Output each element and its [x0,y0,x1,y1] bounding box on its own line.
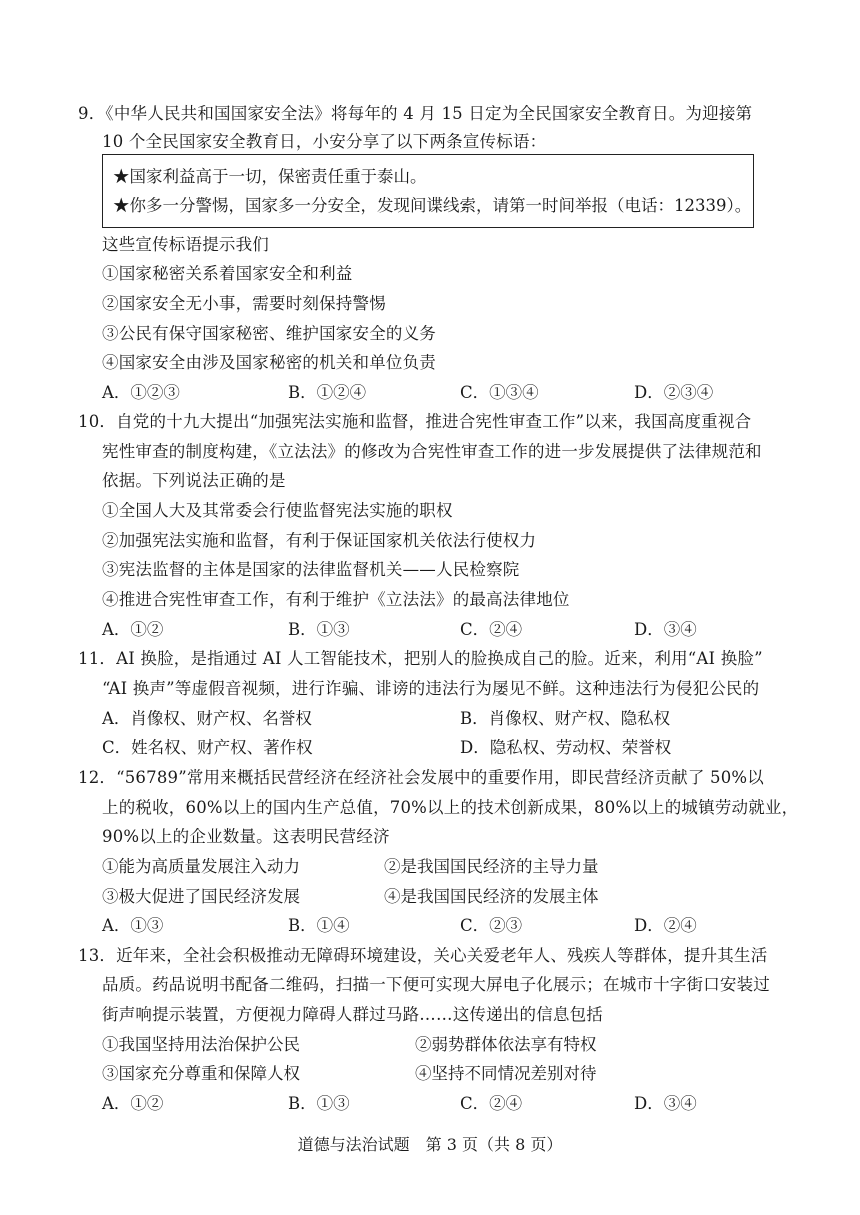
q11-option-a: A．肖像权、财产权、名誉权 [102,709,312,728]
q11-stem-line-1: 11．AI 换脸，是指通过 AI 人工智能技术，把别人的脸换成自己的脸。近来，利用“AI 换脸” [78,649,763,668]
q13-option-d: D．③④ [634,1094,697,1113]
q9-stem-line-2: 10 个全民国家安全教育日，小安分享了以下两条宣传标语： [102,132,547,151]
q12-stem-line-1: 12．“56789”常用来概括民营经济在经济社会发展中的重要作用，即民营经济贡献了 50%以 [78,768,764,787]
q10-option-c: C．②④ [460,620,523,639]
q13-statement-3: ③国家充分尊重和保障人权 [102,1064,300,1083]
q12-statement-1: ①能为高质量发展注入动力 [102,857,300,876]
q9-option-b: B．①②④ [288,383,367,402]
q11-option-c: C．姓名权、财产权、著作权 [102,738,313,757]
q10-stem-line-1: 10．自党的十九大提出“加强宪法实施和监督，推进合宪性审查工作”以来，我国高度重视合 [78,412,752,431]
q13-statement-4: ④坚持不同情况差别对待 [415,1064,597,1083]
q12-option-a: A．①③ [102,916,164,935]
q9-stem-line-1: 9．《中华人民共和国国家安全法》将每年的 4 月 15 日定为全民国家安全教育日。为迎接第 [78,104,753,123]
q12-stem-line-3: 90%以上的企业数量。这表明民营经济 [102,827,390,846]
q9-option-c: C．①③④ [460,383,539,402]
q9-statement-3: ③公民有保守国家秘密、维护国家安全的义务 [102,324,436,343]
slogan-2: ★你多一分警惕，国家多一分安全，发现间谍线索，请第一时间举报（电话：12339）。 [113,196,752,215]
q12-option-d: D．②④ [634,916,697,935]
q9-prompt: 这些宣传标语提示我们 [102,235,269,254]
q11-stem-line-2: “AI 换声”等虚假音视频，进行诈骗、诽谤的违法行为屡见不鲜。这种违法行为侵犯公民的 [102,679,760,698]
q13-option-a: A．①② [102,1094,164,1113]
q13-stem-line-2: 品质。药品说明书配备二维码，扫描一下便可实现大屏电子化展示；在城市十字街口安装过 [102,975,770,994]
page-footer: 道德与法治试题 第 3 页（共 8 页） [297,1135,563,1154]
q9-statement-4: ④国家安全由涉及国家秘密的机关和单位负责 [102,353,436,372]
q10-option-b: B．①③ [288,620,350,639]
q10-stem-line-3: 依据。下列说法正确的是 [102,471,286,490]
q11-option-b: B．肖像权、财产权、隐私权 [460,709,671,728]
q12-stem-line-2: 上的税收，60%以上的国内生产总值，70%以上的技术创新成果，80%以上的城镇劳动就业， [102,798,799,817]
q13-statement-2: ②弱势群体依法享有特权 [415,1035,597,1054]
q10-option-a: A．①② [102,620,164,639]
q12-statement-4: ④是我国国民经济的发展主体 [384,887,599,906]
q12-option-c: C．②③ [460,916,523,935]
q10-statement-4: ④推进合宪性审查工作，有利于维护《立法法》的最高法律地位 [102,590,570,609]
q13-stem-line-1: 13．近年来，全社会积极推动无障碍环境建设，关心关爱老年人、残疾人等群体，提升其生活 [78,946,768,965]
q10-option-d: D．③④ [634,620,697,639]
slogan-box [102,154,754,228]
q12-statement-3: ③极大促进了国民经济发展 [102,887,300,906]
q11-option-d: D．隐私权、劳动权、荣誉权 [460,738,672,757]
q13-stem-line-3: 街声响提示装置，方便视力障碍人群过马路……这传递出的信息包括 [102,1005,603,1024]
q10-statement-1: ①全国人大及其常委会行使监督宪法实施的职权 [102,501,453,520]
q13-option-c: C．②④ [460,1094,523,1113]
q9-option-d: D．②③④ [634,383,714,402]
q13-statement-1: ①我国坚持用法治保护公民 [102,1035,300,1054]
q9-option-a: A．①②③ [102,383,180,402]
q10-statement-3: ③宪法监督的主体是国家的法律监督机关——人民检察院 [102,560,520,579]
q9-statement-1: ①国家秘密关系着国家安全和利益 [102,264,353,283]
q10-statement-2: ②加强宪法实施和监督，有利于保证国家机关依法行使权力 [102,531,537,550]
q12-option-b: B．①④ [288,916,350,935]
q9-statement-2: ②国家安全无小事，需要时刻保持警惕 [102,294,386,313]
q13-option-b: B．①③ [288,1094,350,1113]
q10-stem-line-2: 宪性审查的制度构建，《立法法》的修改为合宪性审查工作的进一步发展提供了法律规范和 [102,442,762,461]
q12-statement-2: ②是我国国民经济的主导力量 [384,857,599,876]
slogan-1: ★国家利益高于一切，保密责任重于泰山。 [113,167,427,186]
